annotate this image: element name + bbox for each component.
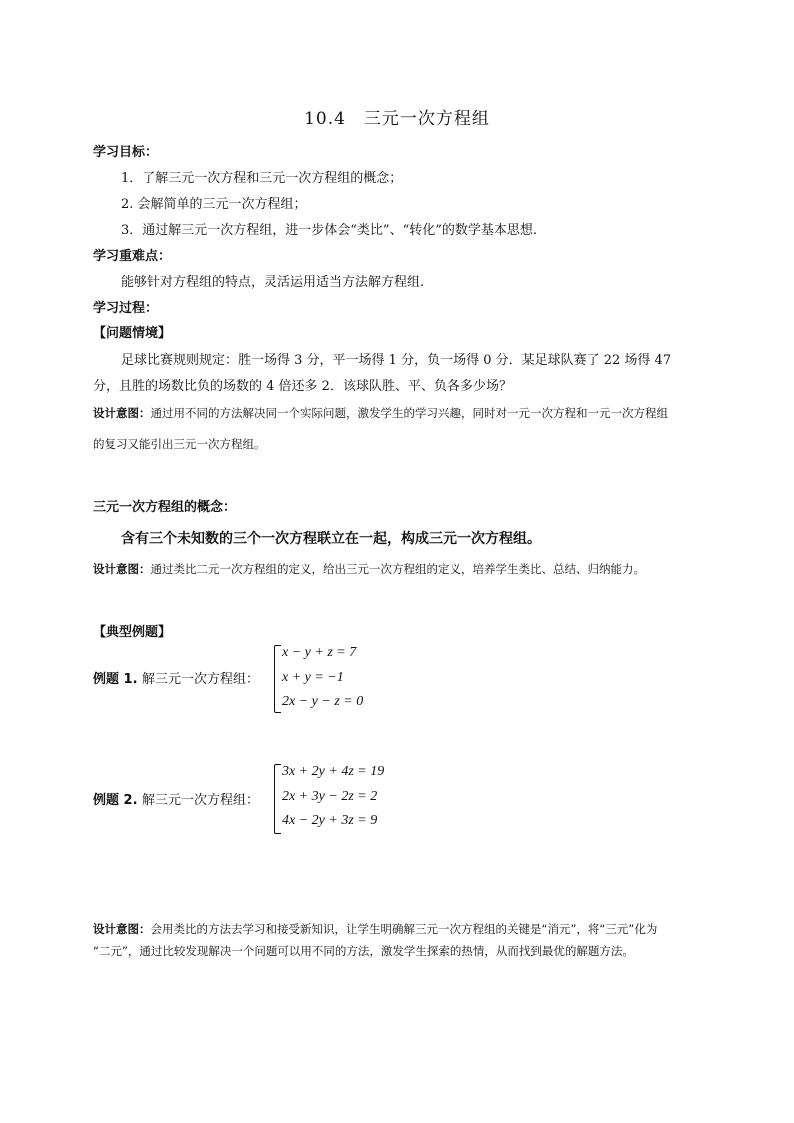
process-heading: 学习过程：	[93, 301, 159, 316]
key-points-text: 能够针对方程组的特点，灵活运用适当方法解方程组.	[121, 275, 425, 290]
design-intent-text: 通过类比二元一次方程组的定义，给出三元一次方程组的定义，培养学生类比、总结、归纳能力。	[150, 562, 645, 576]
example-2-eq-1: 3x + 2y + 4z = 19	[282, 764, 385, 779]
goals-heading: 学习目标：	[93, 145, 159, 160]
example-2-eq-2: 2x + 3y − 2z = 2	[282, 789, 378, 804]
concept-definition: 含有三个未知数的三个一次方程联立在一起，构成三元一次方程组。	[121, 531, 541, 547]
design-intent-label: 设计意图：	[93, 406, 151, 420]
key-points-heading: 学习重难点：	[93, 249, 172, 264]
goal-item-2: 2. 会解简单的三元一次方程组；	[121, 197, 307, 212]
page-title: 10.4 三元一次方程组	[304, 109, 490, 129]
design-intent-label: 设计意图：	[93, 562, 151, 576]
design-intent-1-line-2: 的复习又能引出三元一次方程组。	[93, 437, 266, 451]
example-1-eq-1: x − y + z = 7	[282, 645, 357, 660]
example-2-brace	[274, 764, 281, 834]
example-2-eq-3: 4x − 2y + 3z = 9	[282, 813, 378, 828]
problem-line-1: 足球比赛规则规定：胜一场得 3 分，平一场得 1 分，负一场得 0 分．某足球队赛了 22 场得 47	[121, 353, 672, 368]
example-1-eq-2: x + y = −1	[282, 670, 344, 685]
goal-item-1: 1．了解三元一次方程和三元一次方程组的概念；	[121, 171, 403, 186]
example-2-label: 例题 2.	[93, 793, 143, 808]
design-intent-text: 通过用不同的方法解决同一个实际问题，激发学生的学习兴趣，同时对一元一次方程和一元一次方程组	[150, 406, 668, 420]
design-intent-label: 设计意图：	[93, 922, 151, 936]
goal-item-3: 3．通过解三元一次方程组，进一步体会“类比”、“转化”的数学基本思想.	[121, 223, 537, 238]
example-2-text: 解三元一次方程组：	[142, 793, 260, 808]
example-1-brace	[274, 645, 281, 713]
example-1-text: 解三元一次方程组：	[142, 672, 260, 687]
example-2	[93, 789, 259, 808]
design-intent-text: 会用类比的方法去学习和接受新知识，让学生明确解三元一次方程组的关键是“消元”，将“三元”化为	[150, 922, 658, 936]
design-intent-1	[93, 405, 668, 421]
situation-heading: 【问题情境】	[93, 326, 172, 341]
examples-heading: 【典型例题】	[93, 625, 172, 640]
problem-line-2: 分，且胜的场数比负的场数的 4 倍还多 2．该球队胜、平、负各多少场？	[93, 379, 512, 394]
concept-heading: 三元一次方程组的概念：	[93, 500, 237, 515]
design-intent-2	[93, 561, 645, 577]
design-intent-3	[93, 921, 657, 937]
example-1-eq-3: 2x − y − z = 0	[282, 694, 364, 709]
example-1	[93, 668, 259, 687]
design-intent-3-line-2: “二元”，通过比较发现解决一个问题可以用不同的方法，激发学生探索的热情，从而找到最优的解题方法。	[93, 944, 634, 958]
example-1-label: 例题 1.	[93, 672, 143, 687]
